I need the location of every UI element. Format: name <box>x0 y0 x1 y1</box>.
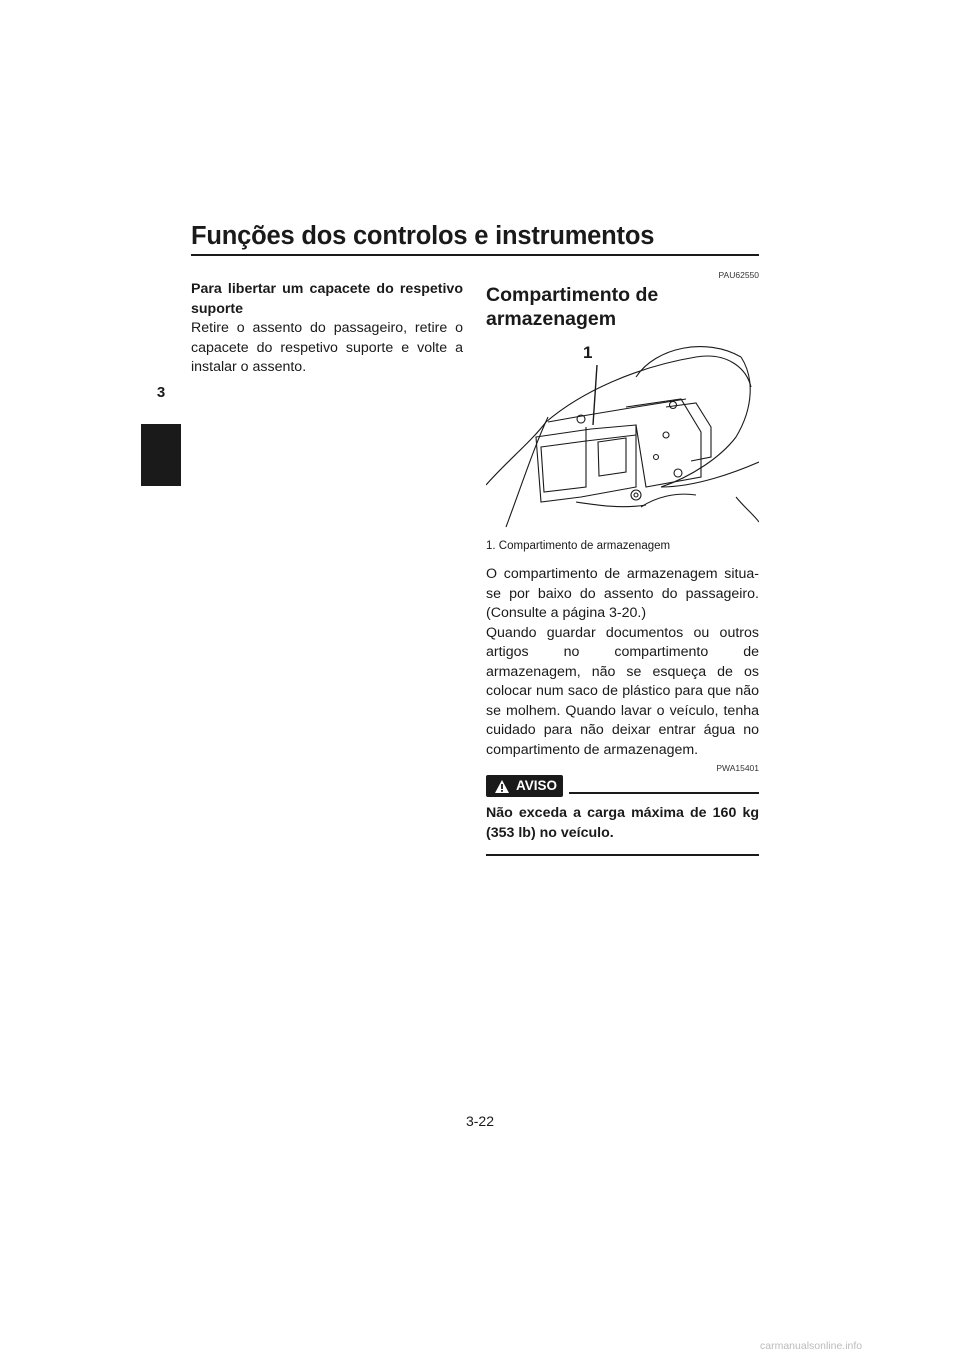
subheading: Para libertar um capacete do respetivo suporte <box>191 281 463 317</box>
chapter-number: 3 <box>156 384 166 401</box>
chapter-tab <box>141 424 181 486</box>
page-number: 3-22 <box>465 1113 495 1129</box>
page-title: Funções dos controlos e instrumentos <box>191 222 655 250</box>
warning-badge <box>486 775 563 797</box>
warning-header <box>486 775 759 797</box>
section-title: Compartimento de armazenagem <box>486 284 659 330</box>
warning-bottom-rule <box>486 854 759 856</box>
storage-compartment-illustration <box>486 337 759 532</box>
warning-triangle-icon <box>494 779 510 794</box>
right-column <box>486 270 759 856</box>
figure-callout: 1 <box>583 343 593 362</box>
body-paragraph-2: Quando guardar documentos ou outros artigos no compartimento de armazenagem, não se esqueça de os colocar num saco de plástico para que não se molhem. Quando lavar o veículo, tenha cuidado para não deixar entrar água no compartimento de armazenagem. <box>486 624 759 758</box>
body-paragraph-1: O compartimento de armazenagem situa-se por baixo do assento do passageiro. (Consulte a página 3-20.) <box>486 566 759 621</box>
body-text: Retire o assento do passageiro, retire o capacete do respetivo suporte e volte a instalar o assento. <box>191 320 463 375</box>
warning-code: PWA15401 <box>716 763 759 773</box>
warning-label: AVISO <box>516 778 558 794</box>
footer-watermark: carmanualsonline.info <box>760 1340 863 1352</box>
section-code: PAU62550 <box>718 270 759 280</box>
warning-rule <box>569 792 759 794</box>
storage-figure <box>486 337 759 532</box>
warning-text: Não exceda a carga máxima de 160 kg (353 lb) no veículo. <box>486 805 759 841</box>
left-column <box>191 280 463 378</box>
figure-caption: 1. Compartimento de armazenagem <box>486 540 671 552</box>
title-rule <box>191 254 759 256</box>
